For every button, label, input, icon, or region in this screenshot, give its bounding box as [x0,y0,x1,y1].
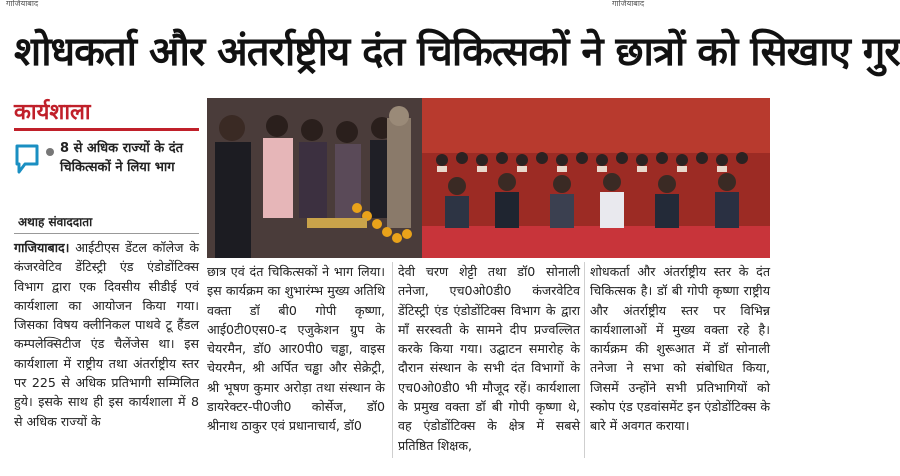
article-column-2: छात्र एवं दंत चिकित्सकों ने भाग लिया। इस कार्यक्रम का शुभारंम्भ मुख्य अतिथि वक्ता डॉ बी0 गोपी कृष्णा, आई0टी0एस0-द एजुकेशन ग्रुप के चेयरमैन, डॉ0 आर0पी0 चड्ढा, वाइस चेयरमैन, श्री अर्पित चड्ढा और सेक्रेट्री, श्री भूषण कुमार अरोड़ा तथा संस्थान के डायरेक्टर-पी0जी0 कोर्सेज, डॉ0 श्रीनाथ ठाकुर एवं प्रधानाचार्य, डॉ0 [207,264,385,434]
byline-rule [14,233,199,234]
byline: अथाह संवाददाता [18,215,93,229]
top-masthead-strip [0,0,782,8]
article-column-1 [14,238,199,463]
column-1-text: आईटीएस डेंटल कॉलेज के कंजरवेटिव डेंटिस्ट्री एंड एंडोडोंटिक्स विभाग द्वारा एक दिवसीय सीडीई एवं कार्यशाला का आयोजन किया गया। जिसका विषय क्लीनिकल पाथवे टू हैंडल कम्पलेक्सिटीज एंड चैलेंजेस था। इस कार्यशाला में राष्ट्रीय तथा अंतर्राष्ट्रीय स्तर पर 225 से अधिक प्रतिभागी सम्मिलित हुये। इसके साथ ही इस कार्यशाला में 8 से अधिक राज्यों के [14,240,199,429]
bullet-dot-icon [46,148,54,156]
headline: शोधकर्ता और अंतर्राष्ट्रीय दंत चिकित्सकों ने छात्रों को सिखाए गुर [14,29,900,75]
section-rule [14,128,199,131]
column-divider [392,262,393,458]
section-label: कार्यशाला [14,100,91,125]
event-photo [207,98,770,258]
speech-bubble-icon [14,143,40,177]
article-column-4: शोधकर्ता और अंतर्राष्ट्रीय स्तर के दंत चिकित्सक है। डॉ बी गोपी कृष्णा राष्ट्रीय और अंतर्राष्ट्रीय स्तर पर विभिन्न कार्यशालाओं में मुख्य वक्ता रहे है। कार्यक्रम की शुरूआत में डॉ सोनाली तनेजा ने सभा को संबोधित किया, जिसमें उन्होंने सभी प्रतिभागियों को स्कोप एंड एडवांसमेंट इन एंडोडोंटिक्स के बारे में अवगत कराया। [590,264,770,434]
highlight-text: 8 से अधिक राज्यों के दंत चिकित्सकों ने लिया भाग [60,141,184,175]
dateline: गाजियाबाद। [14,240,70,255]
article-column-3: देवी चरण शेट्टी तथा डॉ0 सोनाली तनेजा, एच0ओ0डी0 कंजरवेटिव डेंटिस्ट्री एंड एंडोडोंटिक्स विभाग के द्वारा माँ सरस्वती के सामने दीप प्रज्वल्लित करके किया गया। उद्घाटन समारोह के दौरान संस्थान के सभी दंत विभागों के एच0ओ0डी0 भी मौजूद रहें। कार्यशाला के प्रमुख वक्ता डॉ बी गोपी कृष्णा थे, वह एंडोडोंटिक्स के क्षेत्र में सबसे प्रतिष्ठित शिक्षक, [398,264,580,453]
masthead-right: गाजियाबाद [612,0,645,8]
masthead-left: गाजियाबाद [6,0,39,8]
column-divider [584,262,585,458]
